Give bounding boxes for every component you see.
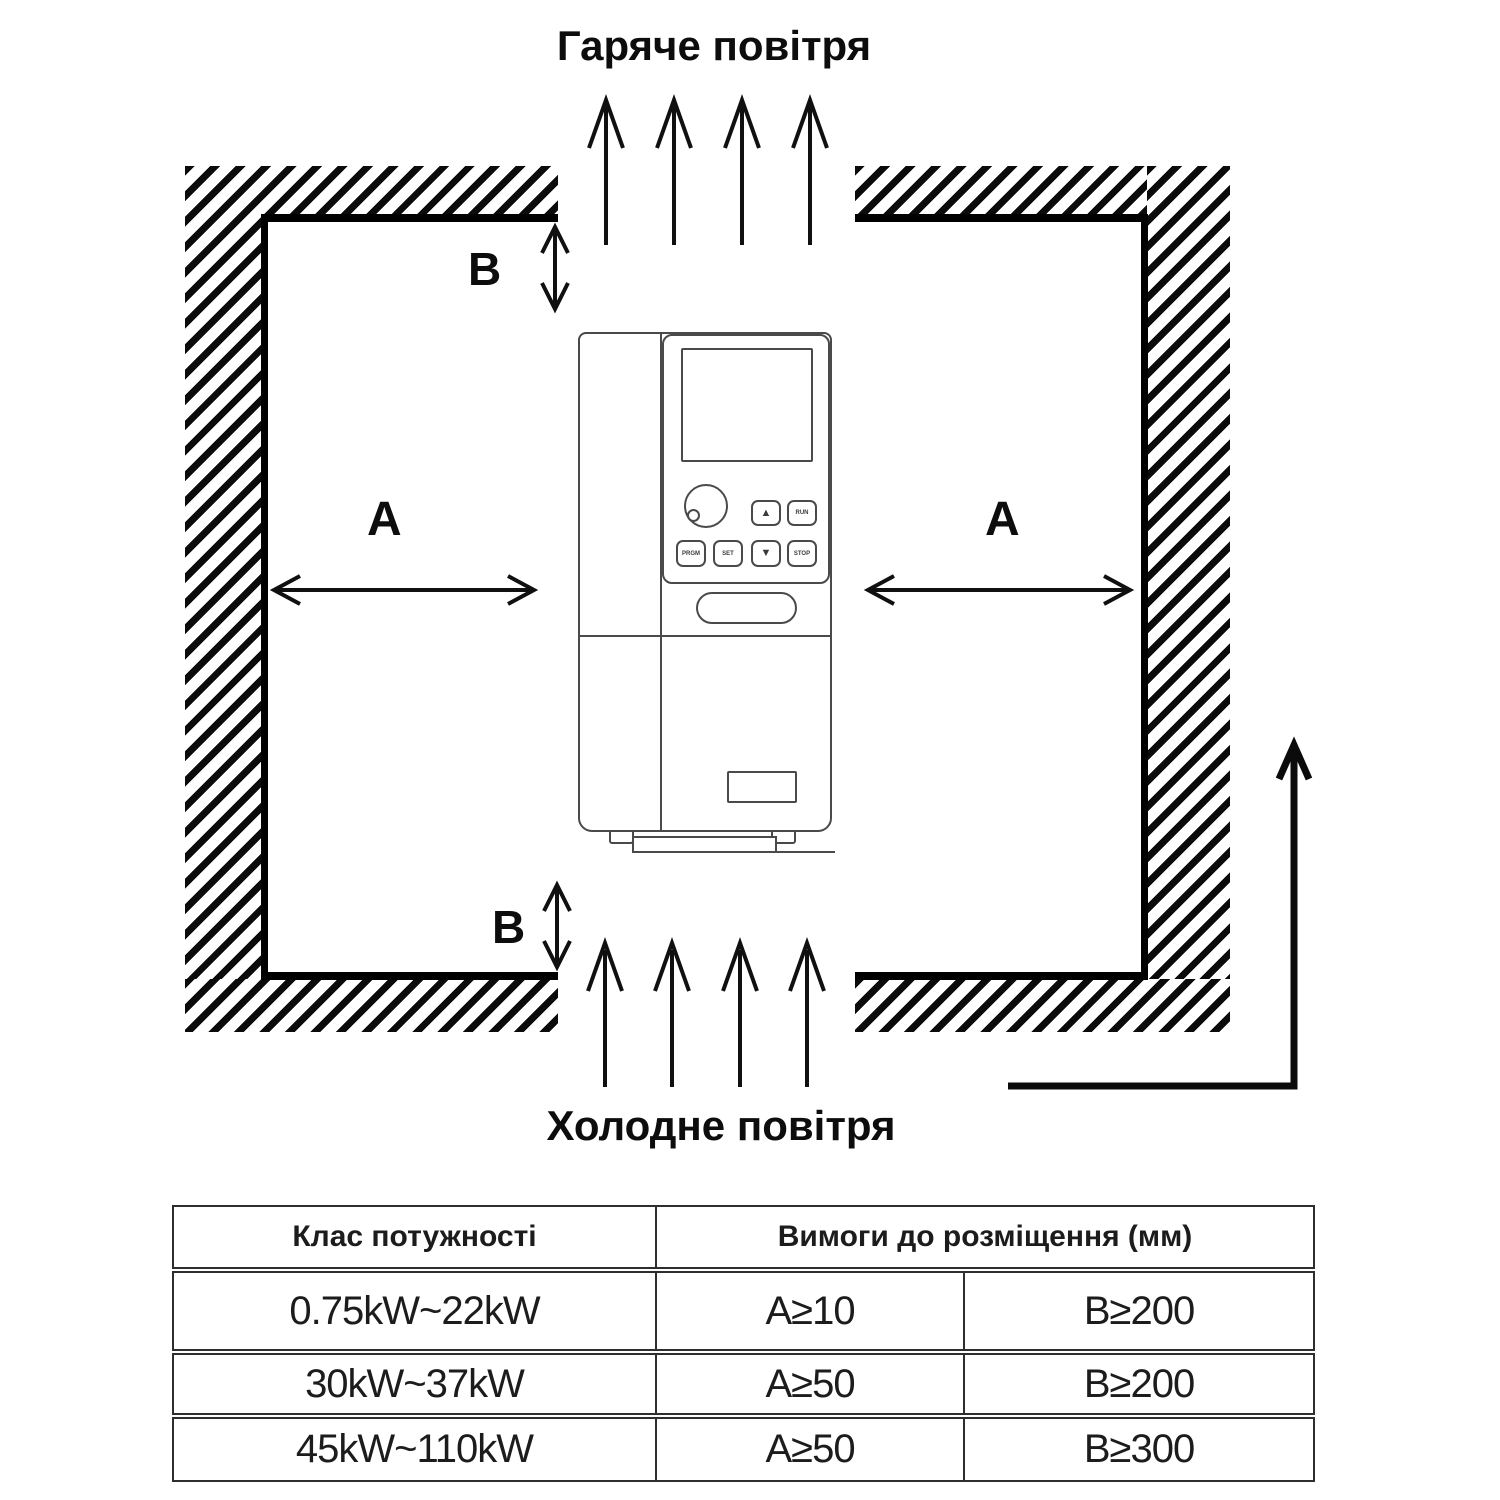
cold-air-up-arrows — [588, 943, 824, 1087]
wall-edge-left-inner — [261, 214, 268, 980]
cell-clearance-b: B≥300 — [964, 1416, 1314, 1481]
wall-edge-bottom-left — [262, 972, 558, 980]
device-base-line — [775, 851, 835, 853]
clearance-a-right-label: A — [985, 493, 1020, 546]
cell-clearance-a: A≥10 — [656, 1270, 964, 1352]
clearance-b-top-arrow — [542, 227, 568, 309]
hot-air-up-arrows — [589, 100, 827, 245]
cell-power-class: 30kW~37kW — [173, 1352, 656, 1416]
device-slot — [696, 592, 797, 624]
clearance-a-right-arrow — [868, 576, 1130, 604]
device-base-plate — [632, 836, 777, 853]
wall-edge-top-right — [855, 214, 1148, 222]
clearance-a-left-arrow — [274, 576, 534, 604]
wall-edge-top-left — [262, 214, 558, 222]
header-power-class: Клас потужності — [173, 1206, 656, 1270]
wall-edge-bottom-right — [855, 972, 1148, 980]
header-placement-requirements: Вимоги до розміщення (мм) — [656, 1206, 1314, 1270]
keypad-set-button: SET — [713, 540, 743, 567]
keypad-display — [681, 348, 813, 462]
cell-clearance-b: B≥200 — [964, 1352, 1314, 1416]
table-row — [173, 1352, 1314, 1416]
keypad-stop-button: STOP — [787, 540, 817, 567]
clearance-a-left-label: A — [367, 493, 402, 546]
clearance-spec-table — [172, 1205, 1315, 1482]
clearance-b-bottom-arrow — [544, 885, 570, 967]
keypad-down-button: ▼ — [751, 540, 781, 567]
device-port — [727, 771, 797, 803]
wall-edge-right-inner — [1141, 214, 1148, 980]
clearance-b-top-label: B — [468, 243, 502, 295]
device-foot-left — [609, 830, 634, 844]
table-row — [173, 1416, 1314, 1481]
cell-power-class: 45kW~110kW — [173, 1416, 656, 1481]
device-cover-divider — [579, 635, 831, 637]
hot-air-label: Гаряче повітря — [556, 22, 872, 69]
table-header-row — [173, 1206, 1314, 1270]
keypad-up-button: ▲ — [751, 500, 781, 526]
cold-air-label: Холодне повітря — [546, 1102, 896, 1149]
clearance-b-bottom-label: B — [492, 901, 526, 953]
cell-clearance-a: A≥50 — [656, 1416, 964, 1481]
wall-left-column — [185, 166, 268, 1032]
cell-power-class: 0.75kW~22kW — [173, 1270, 656, 1352]
wall-right-column — [1147, 166, 1230, 1032]
table-row — [173, 1270, 1314, 1352]
keypad-run-button: RUN — [787, 500, 817, 526]
wall-bottom-left-bar — [185, 979, 558, 1032]
wall-bottom-right-bar — [855, 979, 1230, 1032]
cell-clearance-b: B≥200 — [964, 1270, 1314, 1352]
cell-clearance-a: A≥50 — [656, 1352, 964, 1416]
keypad-knob-dot — [687, 509, 700, 522]
keypad-prgm-button: PRGM — [676, 540, 706, 567]
